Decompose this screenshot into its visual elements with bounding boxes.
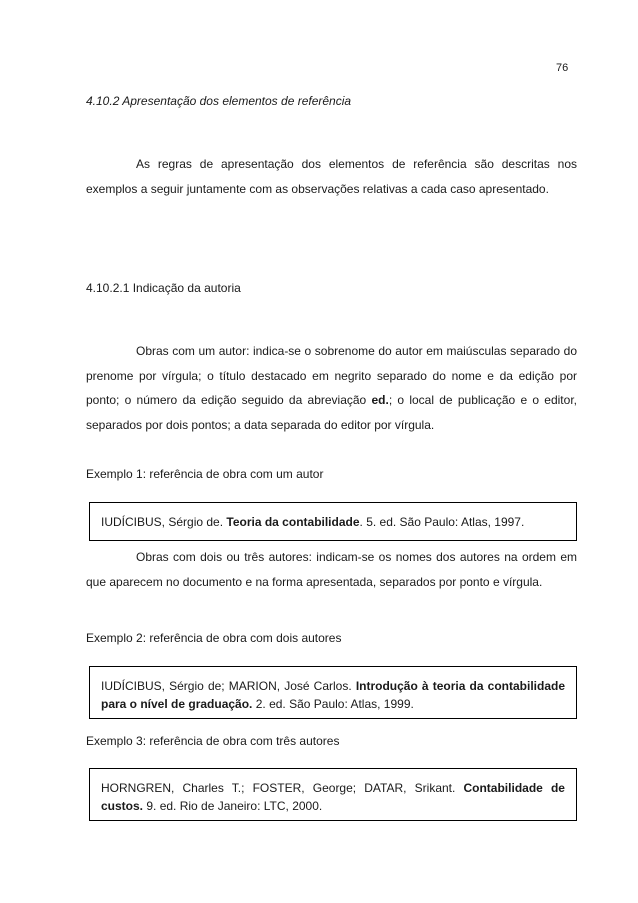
subsection-title: 4.10.2.1 Indicação da autoria	[86, 281, 241, 295]
example-1-author: IUDÍCIBUS, Sérgio de.	[101, 515, 227, 529]
example-3-reference-box	[89, 768, 577, 821]
example-2-reference-box	[89, 666, 577, 719]
multi-author-paragraph: Obras com dois ou três autores: indicam-se os nomes dos autores na ordem em que aparecem no documento e na forma apresentada, separados por ponto e vírgula.	[86, 550, 577, 589]
example-3-title: Contabilidade de custos.	[101, 781, 565, 813]
intro-paragraph: As regras de apresentação dos elementos de referência são descritas nos exemplos a seguir juntamente com as observações relativas a cada caso apresentado.	[86, 157, 577, 196]
example-3-publication: 9. ed. Rio de Janeiro: LTC, 2000.	[143, 799, 323, 813]
example-1-reference-box	[89, 502, 577, 541]
example-2-title: Introdução à teoria da contabilidade para o nível de graduação.	[101, 679, 565, 711]
section-title: 4.10.2 Apresentação dos elementos de referência	[86, 94, 352, 108]
edition-abbreviation: ed.	[371, 393, 389, 407]
page-number: 76	[556, 62, 569, 74]
example-1-publication: . 5. ed. São Paulo: Atlas, 1997.	[359, 515, 525, 529]
example-3-author: HORNGREN, Charles T.; FOSTER, George; DATAR, Srikant.	[101, 781, 464, 795]
example-2-publication: 2. ed. São Paulo: Atlas, 1999.	[252, 697, 414, 711]
single-author-paragraph	[86, 339, 577, 437]
example-2-author: IUDÍCIBUS, Sérgio de; MARION, José Carlos.	[101, 679, 356, 693]
single-author-text-end: ; o local de publicação e o editor, separados por dois pontos; a data separada do editor por vírgula.	[86, 393, 577, 432]
single-author-text: Obras com um autor: indica-se o sobrenome do autor em maiúsculas separado do prenome por vírgula; o título destacado em negrito separado do nome e da edição por ponto; o número da edição seguido da abreviação	[86, 344, 577, 407]
example-3-label: Exemplo 3: referência de obra com três autores	[86, 734, 340, 748]
example-2-label: Exemplo 2: referência de obra com dois autores	[86, 631, 342, 645]
example-1-title: Teoria da contabilidade	[226, 515, 360, 529]
example-1-label: Exemplo 1: referência de obra com um autor	[86, 467, 324, 481]
